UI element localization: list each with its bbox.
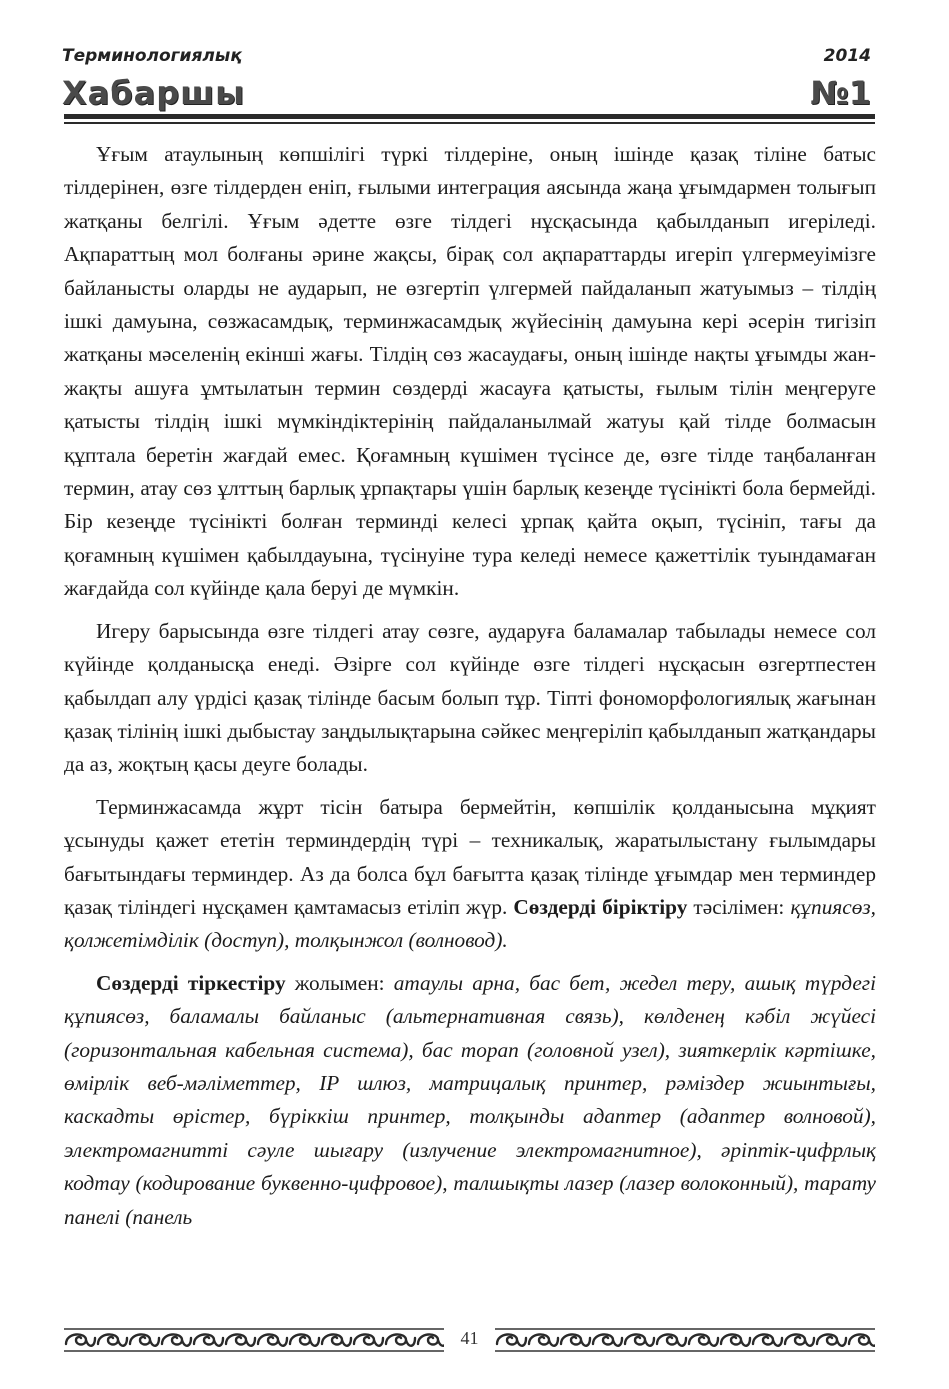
issue-number: №1 — [810, 74, 871, 112]
header-rule-thin — [64, 122, 875, 124]
p4-method: жолымен: — [285, 970, 394, 995]
issue-year: 2014 — [823, 46, 871, 66]
p3-bold-term: Сөздерді біріктіру — [513, 894, 688, 919]
journal-name: Терминологиялық — [62, 46, 242, 66]
header-rule-thick — [64, 114, 875, 119]
p3-examples: құпиясөз, қолжетімділік (доступ), толқынжол (волновод). — [64, 894, 876, 953]
p4-examples: атаулы арна, бас бет, жедел теру, ашық түрдегі құпиясөз, баламалы байланыс (альтернативная связь), көлденең кәбіл жүйесі (горизонтальная кабельная система), бас торап (головной узел), зияткерлік кәртішке, өмірлік веб-мәліметтер, IP шлюз, матрицалық принтер, рәміздер жиынтығы, каскадты өрістер, бүріккіш принтер, толқынды адаптер (адаптер волновой), электромагнитті сәуле шығару (излучение электромагнитное), әріптік-цифрлық кодтау (кодирование буквенно-цифровое), талшықты лазер (лазер волоконный), тарату панелі (панель — [64, 970, 876, 1229]
page-number: 41 — [460, 1328, 479, 1348]
paragraph-1: Ұғым атаулының көпшілігі түркі тілдеріне, оның ішінде қазақ тіліне батыс тілдерінен, өзге тілдерден еніп, ғылыми интеграция аясында жаңа ұғымдармен толығып жатқаны белгілі. Ұғым әдетте өзге тілдегі нұсқасында қабылданып игеріледі. Ақпараттың мол болғаны әрине жақсы, бірақ сол ақпараттарды игеріп үлгермеуімізге байланысты оларды не аударып, не өзгертіп үлгермей пайдаланып жатуымыз – тілдің ішкі дамуына, сөзжасамдық, терминжасамдық жүйесінің дамуына кері әсерін тигізіп жатқаны мәселенің екінші жағы. Тілдің сөз жасаудағы, оның ішінде нақты ұғымды жан-жақты ашуға ұмтылатын термин сөздерді жасауға қатысты, ғылым тілін меңгеруге қатысты тілдің ішкі мүмкіндіктерінің пайдаланылмай жатуы қай тілде болмасын құптала беретін жағдай емес. Қоғамның күшімен түсінсе де, өзге тілде таңбаланған термин, атау сөз ұлттың барлық ұрпақтары үшін барлық кезеңде түсінікті бола бермейді. Бір кезеңде түсінікті болған терминді келесі ұрпақ қайта оқып, түсініп, тағы да қоғамның күшімен қабылдауына, түсінуіне тура келеді немесе қажеттілік туындамаған жағдайда сол күйінде қала беруі де мүмкін. — [64, 142, 876, 601]
page-footer — [64, 1326, 875, 1354]
article-body — [64, 138, 876, 1243]
paragraph-3 — [64, 791, 876, 958]
journal-title: Хабаршы — [62, 74, 246, 112]
ornament-right-icon — [495, 1326, 875, 1354]
p3-text: Терминжасамда жұрт тісін батыра бермейтін, көпшілік қолданысына мұқият ұсынуды қажет ететін терминдердің түрі – техникалық, жаратылыстану ғылымдары бағытындағы терминдер. Аз да болса бұл бағытта қазақ тілінде ұғымдар мен терминдер қазақ тіліндегі нұсқамен қамтамасыз етіліп жүр. — [64, 794, 876, 919]
ornament-left-icon — [64, 1326, 444, 1354]
p3-method: тәсілімен: — [687, 894, 791, 919]
paragraph-4 — [64, 967, 876, 1234]
p4-bold-term: Сөздерді тіркестіру — [96, 970, 286, 995]
paragraph-2: Игеру барысында өзге тілдегі атау сөзге, аударуға баламалар табылады немесе сол күйінде қолданысқа енеді. Әзірге сол күйінде өзге тілдегі нұсқасын өзгертпестен қабылдап алу үрдісі қазақ тілінде басым болып тұр. Тіпті фономорфологиялық жағынан қазақ тілінің ішкі дыбыстау заңдылықтарына сәйкес меңгеріліп қабылданып жатқандары да аз, жоқтың қасы деуге болады. — [64, 618, 876, 777]
